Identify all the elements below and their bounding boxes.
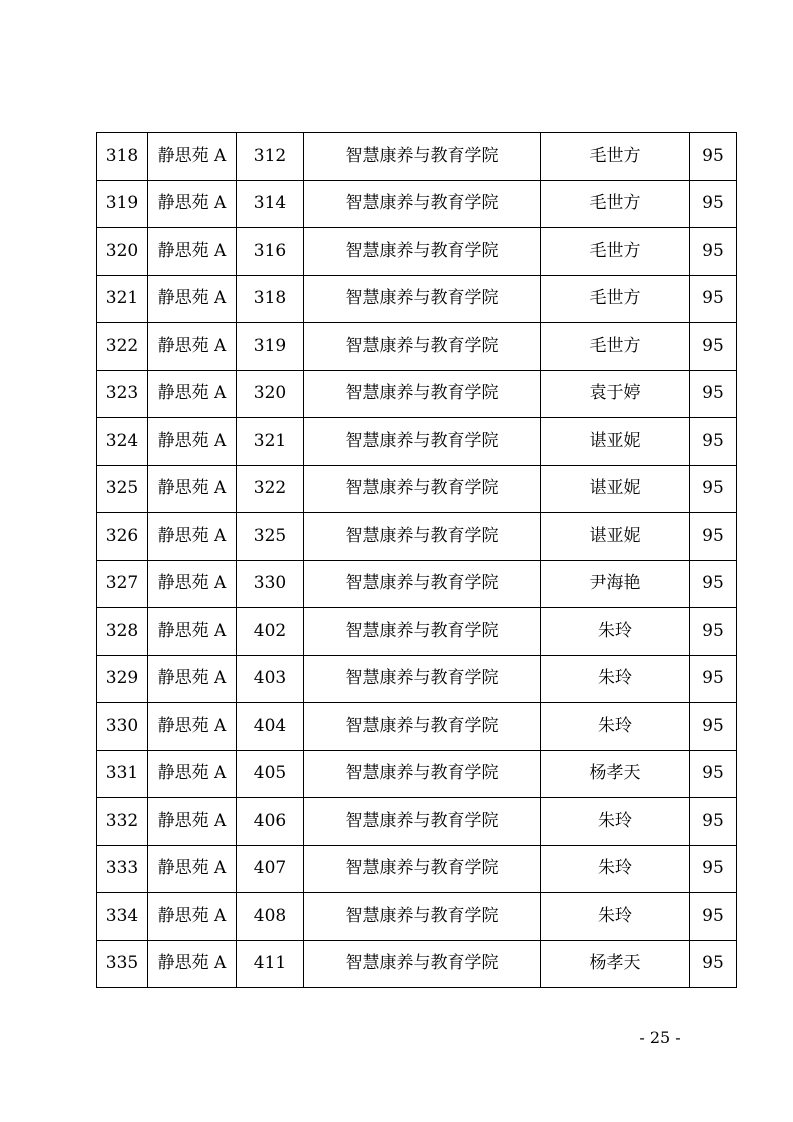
row-person: 毛世方 — [541, 228, 690, 276]
row-person: 毛世方 — [541, 323, 690, 371]
page-number: - 25 - — [639, 1028, 681, 1047]
table-row — [97, 703, 737, 751]
table-row — [97, 133, 737, 181]
row-person: 谌亚妮 — [541, 513, 690, 561]
row-building: 静思苑 A — [148, 465, 237, 513]
table-row — [97, 893, 737, 941]
table-row — [97, 655, 737, 703]
row-seq: 334 — [97, 893, 148, 941]
row-room: 318 — [237, 275, 304, 323]
row-person: 谌亚妮 — [541, 465, 690, 513]
table-row — [97, 323, 737, 371]
row-seq: 330 — [97, 703, 148, 751]
row-person: 毛世方 — [541, 275, 690, 323]
row-building: 静思苑 A — [148, 370, 237, 418]
row-building: 静思苑 A — [148, 133, 237, 181]
row-room: 402 — [237, 608, 304, 656]
row-college: 智慧康养与教育学院 — [304, 228, 541, 276]
row-seq: 325 — [97, 465, 148, 513]
table-row — [97, 465, 737, 513]
row-building: 静思苑 A — [148, 513, 237, 561]
row-score: 95 — [690, 465, 737, 513]
row-building: 静思苑 A — [148, 940, 237, 988]
row-college: 智慧康养与教育学院 — [304, 370, 541, 418]
row-building: 静思苑 A — [148, 750, 237, 798]
row-room: 411 — [237, 940, 304, 988]
table-row — [97, 275, 737, 323]
row-college: 智慧康养与教育学院 — [304, 893, 541, 941]
row-room: 320 — [237, 370, 304, 418]
row-college: 智慧康养与教育学院 — [304, 418, 541, 466]
row-seq: 319 — [97, 180, 148, 228]
table-row — [97, 228, 737, 276]
row-score: 95 — [690, 845, 737, 893]
row-seq: 321 — [97, 275, 148, 323]
table-row — [97, 798, 737, 846]
row-person: 杨孝天 — [541, 940, 690, 988]
row-seq: 326 — [97, 513, 148, 561]
row-score: 95 — [690, 228, 737, 276]
row-room: 314 — [237, 180, 304, 228]
row-score: 95 — [690, 750, 737, 798]
row-score: 95 — [690, 275, 737, 323]
table-row — [97, 370, 737, 418]
row-seq: 331 — [97, 750, 148, 798]
row-college: 智慧康养与教育学院 — [304, 798, 541, 846]
row-seq: 329 — [97, 655, 148, 703]
table-body — [97, 133, 737, 988]
row-person: 朱玲 — [541, 703, 690, 751]
row-person: 杨孝天 — [541, 750, 690, 798]
row-score: 95 — [690, 560, 737, 608]
row-seq: 333 — [97, 845, 148, 893]
row-room: 321 — [237, 418, 304, 466]
row-building: 静思苑 A — [148, 703, 237, 751]
row-college: 智慧康养与教育学院 — [304, 513, 541, 561]
row-building: 静思苑 A — [148, 418, 237, 466]
row-score: 95 — [690, 418, 737, 466]
row-seq: 320 — [97, 228, 148, 276]
row-room: 403 — [237, 655, 304, 703]
table-row — [97, 940, 737, 988]
row-person: 朱玲 — [541, 845, 690, 893]
row-college: 智慧康养与教育学院 — [304, 275, 541, 323]
row-building: 静思苑 A — [148, 893, 237, 941]
row-room: 319 — [237, 323, 304, 371]
row-college: 智慧康养与教育学院 — [304, 560, 541, 608]
row-college: 智慧康养与教育学院 — [304, 940, 541, 988]
row-building: 静思苑 A — [148, 323, 237, 371]
row-building: 静思苑 A — [148, 180, 237, 228]
row-person: 尹海艳 — [541, 560, 690, 608]
row-college: 智慧康养与教育学院 — [304, 465, 541, 513]
row-score: 95 — [690, 798, 737, 846]
row-person: 朱玲 — [541, 608, 690, 656]
row-seq: 332 — [97, 798, 148, 846]
row-person: 朱玲 — [541, 655, 690, 703]
table-row — [97, 560, 737, 608]
row-building: 静思苑 A — [148, 275, 237, 323]
row-score: 95 — [690, 608, 737, 656]
row-room: 322 — [237, 465, 304, 513]
row-building: 静思苑 A — [148, 608, 237, 656]
row-college: 智慧康养与教育学院 — [304, 750, 541, 798]
row-room: 312 — [237, 133, 304, 181]
row-score: 95 — [690, 323, 737, 371]
row-seq: 328 — [97, 608, 148, 656]
row-building: 静思苑 A — [148, 798, 237, 846]
table-row — [97, 418, 737, 466]
row-room: 330 — [237, 560, 304, 608]
row-person: 朱玲 — [541, 893, 690, 941]
row-seq: 324 — [97, 418, 148, 466]
row-college: 智慧康养与教育学院 — [304, 655, 541, 703]
row-college: 智慧康养与教育学院 — [304, 180, 541, 228]
row-seq: 327 — [97, 560, 148, 608]
row-score: 95 — [690, 370, 737, 418]
table-row — [97, 608, 737, 656]
table-row — [97, 845, 737, 893]
row-score: 95 — [690, 703, 737, 751]
row-seq: 322 — [97, 323, 148, 371]
row-room: 316 — [237, 228, 304, 276]
row-room: 408 — [237, 893, 304, 941]
row-room: 325 — [237, 513, 304, 561]
row-score: 95 — [690, 940, 737, 988]
row-college: 智慧康养与教育学院 — [304, 703, 541, 751]
dormitory-score-table — [96, 132, 737, 988]
row-score: 95 — [690, 513, 737, 561]
row-person: 袁于婷 — [541, 370, 690, 418]
row-college: 智慧康养与教育学院 — [304, 133, 541, 181]
row-college: 智慧康养与教育学院 — [304, 608, 541, 656]
row-room: 405 — [237, 750, 304, 798]
row-score: 95 — [690, 133, 737, 181]
row-person: 毛世方 — [541, 133, 690, 181]
row-seq: 323 — [97, 370, 148, 418]
table-row — [97, 513, 737, 561]
row-building: 静思苑 A — [148, 560, 237, 608]
row-college: 智慧康养与教育学院 — [304, 323, 541, 371]
row-room: 407 — [237, 845, 304, 893]
row-person: 谌亚妮 — [541, 418, 690, 466]
row-building: 静思苑 A — [148, 228, 237, 276]
row-college: 智慧康养与教育学院 — [304, 845, 541, 893]
row-score: 95 — [690, 180, 737, 228]
row-score: 95 — [690, 893, 737, 941]
row-room: 406 — [237, 798, 304, 846]
row-room: 404 — [237, 703, 304, 751]
row-seq: 335 — [97, 940, 148, 988]
row-building: 静思苑 A — [148, 845, 237, 893]
table-row — [97, 180, 737, 228]
row-building: 静思苑 A — [148, 655, 237, 703]
row-score: 95 — [690, 655, 737, 703]
row-person: 朱玲 — [541, 798, 690, 846]
row-person: 毛世方 — [541, 180, 690, 228]
row-seq: 318 — [97, 133, 148, 181]
table-row — [97, 750, 737, 798]
